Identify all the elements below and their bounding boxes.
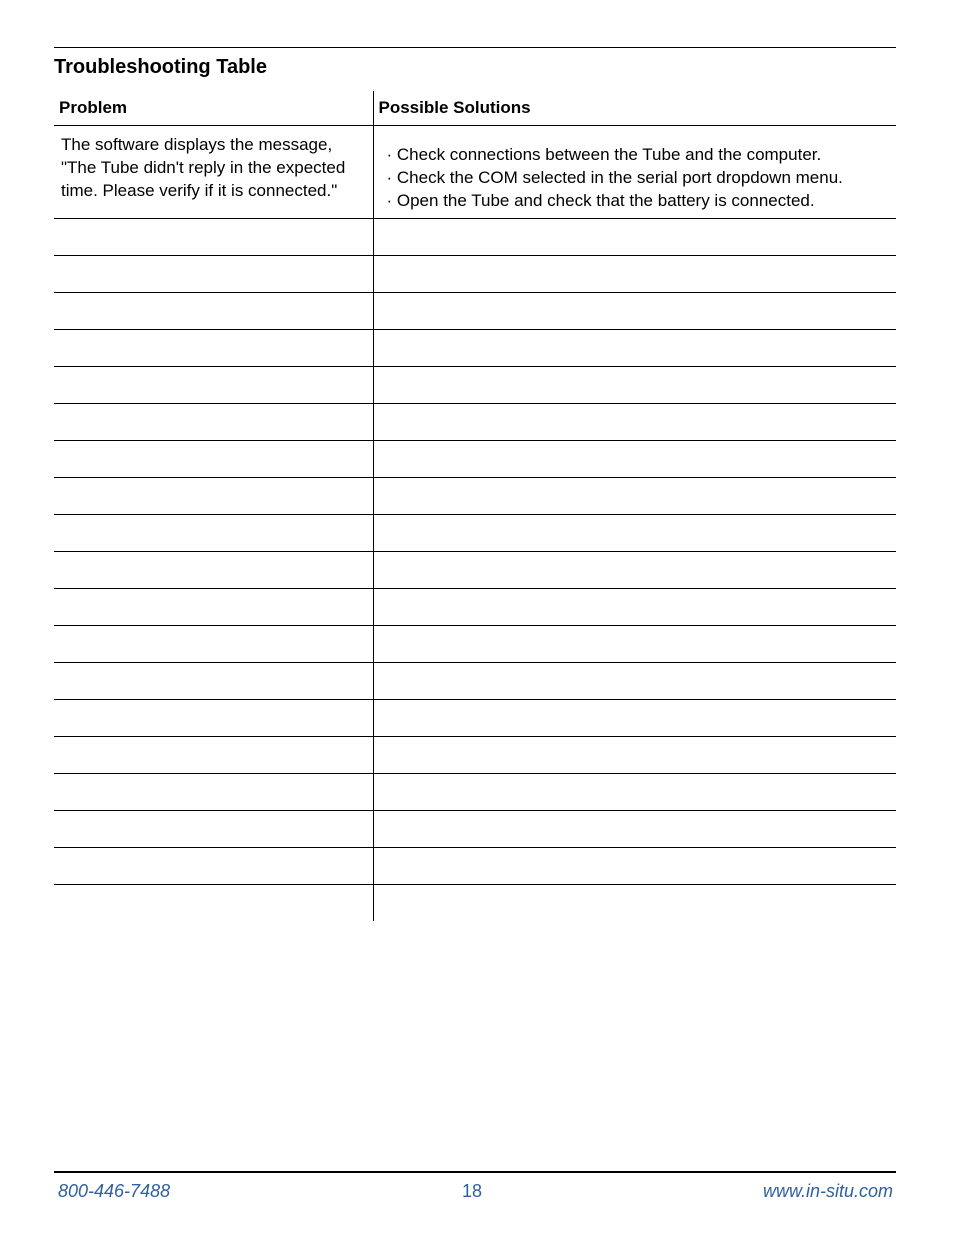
empty-problem-cell [54,441,373,478]
empty-solutions-cell [373,219,896,256]
empty-table-row [54,256,896,293]
header-possible-solutions: Possible Solutions [373,91,896,126]
empty-table-row [54,367,896,404]
empty-table-row [54,330,896,367]
solution-item: · Open the Tube and check that the battery is connected. [386,191,815,210]
empty-solutions-cell [373,404,896,441]
empty-table-row [54,848,896,885]
empty-problem-cell [54,293,373,330]
empty-solutions-cell [373,515,896,552]
empty-table-row [54,293,896,330]
footer-phone: 800-446-7488 [58,1181,171,1201]
empty-solutions-cell [373,737,896,774]
empty-problem-cell [54,700,373,737]
empty-problem-cell [54,848,373,885]
empty-problem-cell [54,811,373,848]
troubleshooting-table [54,91,896,921]
empty-problem-cell [54,552,373,589]
empty-solutions-cell [373,589,896,626]
empty-problem-cell [54,404,373,441]
empty-table-row [54,404,896,441]
footer-website: www.in-situ.com [762,1181,893,1201]
empty-solutions-cell [373,885,896,922]
bottom-rule [54,1171,896,1173]
empty-solutions-cell [373,441,896,478]
table-row [54,126,896,219]
empty-solutions-cell [373,293,896,330]
empty-solutions-cell [373,256,896,293]
empty-table-row [54,219,896,256]
problem-cell: The software displays the message, "The Tube didn't reply in the expected time. Please verify if it is connected." [54,126,373,219]
section-title: Troubleshooting Table [54,56,267,78]
empty-problem-cell [54,589,373,626]
empty-solutions-cell [373,848,896,885]
empty-table-row [54,589,896,626]
empty-table-row [54,441,896,478]
empty-solutions-cell [373,626,896,663]
empty-problem-cell [54,515,373,552]
empty-solutions-cell [373,774,896,811]
table-header-row [54,91,896,126]
empty-problem-cell [54,885,373,922]
empty-problem-cell [54,330,373,367]
empty-solutions-cell [373,478,896,515]
empty-table-row [54,626,896,663]
empty-table-row [54,552,896,589]
empty-problem-cell [54,219,373,256]
empty-table-row [54,478,896,515]
top-rule [54,47,896,48]
empty-problem-cell [54,774,373,811]
solutions-cell [373,126,896,219]
empty-solutions-cell [373,663,896,700]
empty-problem-cell [54,626,373,663]
empty-table-row [54,663,896,700]
empty-table-row [54,774,896,811]
empty-problem-cell [54,256,373,293]
empty-table-row [54,700,896,737]
empty-solutions-cell [373,552,896,589]
empty-problem-cell [54,478,373,515]
empty-problem-cell [54,367,373,404]
empty-problem-cell [54,737,373,774]
empty-solutions-cell [373,330,896,367]
empty-table-row [54,885,896,922]
footer-page-number: 18 [462,1181,483,1201]
empty-solutions-cell [373,811,896,848]
empty-table-row [54,811,896,848]
header-problem: Problem [54,91,373,126]
solution-item: · Check the COM selected in the serial port dropdown menu. [386,168,843,187]
empty-problem-cell [54,663,373,700]
empty-solutions-cell [373,700,896,737]
empty-solutions-cell [373,367,896,404]
empty-table-row [54,737,896,774]
solution-item: · Check connections between the Tube and the computer. [386,145,822,164]
empty-table-row [54,515,896,552]
